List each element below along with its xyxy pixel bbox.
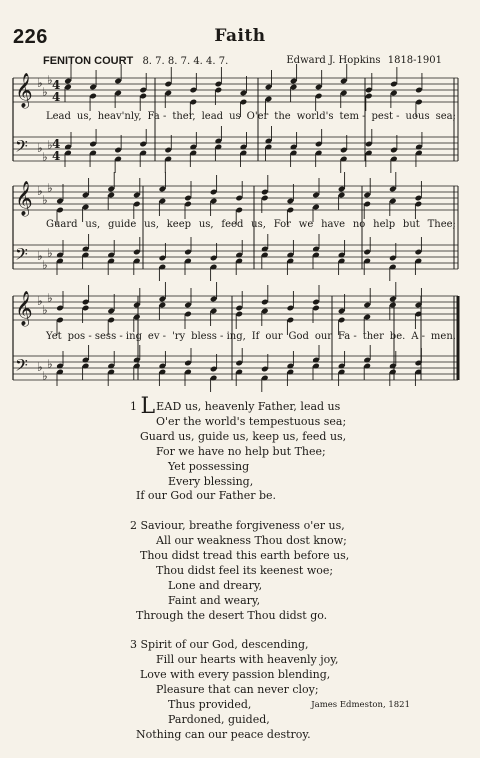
verse — [130, 519, 430, 623]
flat-icon: ♭ — [37, 141, 43, 155]
time-signature: 4 — [52, 149, 61, 163]
lyric-syllable: pest - — [371, 111, 400, 122]
flat-icon: ♭ — [42, 85, 48, 99]
lyric-syllable: A - — [411, 331, 425, 342]
verse-line — [130, 394, 430, 419]
lyric-syllable: For — [273, 219, 291, 230]
verse-line: Thou didst tread this earth before us, — [140, 549, 350, 563]
lyric-syllable: the — [274, 111, 291, 122]
flat-icon: ♭ — [47, 357, 53, 371]
lyric-syllable: Fa - — [338, 331, 357, 342]
lyric-syllable: pos - sess - ing — [67, 331, 142, 342]
verse-line: Faint and weary, — [168, 593, 261, 607]
verse-number: 3 — [130, 638, 137, 652]
treble-clef-icon: 𝄞 — [15, 181, 33, 216]
lyric-row — [46, 331, 456, 344]
lyric-syllable: If — [251, 331, 260, 342]
lyric-syllable: our — [314, 331, 333, 342]
lyric-syllable: but — [402, 219, 420, 230]
hymn-number: 226 — [13, 26, 48, 48]
lyric-syllable: us, — [198, 219, 214, 230]
verse-line: Nothing can our peace destroy. — [136, 727, 311, 741]
flat-icon: ♭ — [37, 360, 43, 374]
verse-line: Thus provided, — [168, 698, 252, 712]
flat-icon: ♭ — [37, 76, 43, 90]
bass-clef-icon: 𝄢 — [15, 355, 28, 379]
verse — [130, 638, 430, 742]
lyric-syllable: Lead — [46, 111, 71, 122]
verse-line-text: Saviour, breathe forgiveness o'er us, — [140, 519, 345, 533]
first-word: EAD — [156, 400, 182, 413]
lyric-syllable: tem - — [339, 111, 366, 122]
verse-line: Fill our hearts with heavenly joy, — [156, 653, 339, 667]
verse-line: Lone and dreary, — [168, 578, 263, 592]
lyric-syllable: feed — [221, 219, 244, 230]
lyric-syllable: 'ry — [171, 331, 186, 342]
lyric-syllable: God — [288, 331, 309, 342]
lyric-syllable: ther, — [172, 111, 196, 122]
flat-icon: ♭ — [47, 246, 53, 260]
lyric-syllable: lead — [201, 111, 224, 122]
flat-icon: ♭ — [47, 291, 53, 305]
flat-icon: ♭ — [42, 193, 48, 207]
lyric-syllable: keep — [166, 219, 192, 230]
verse-number: 2 — [130, 519, 137, 533]
verse-line — [130, 638, 430, 653]
verse-line-text: Spirit of our God, descending, — [140, 638, 309, 652]
lyric-syllable: Yet — [46, 331, 62, 342]
lyric-syllable: us — [229, 111, 241, 122]
lyric-syllable: sea; — [435, 111, 456, 122]
flat-icon: ♭ — [47, 138, 53, 152]
lyric-syllable: Guard — [46, 219, 78, 230]
time-signature: 4 — [52, 78, 61, 92]
flat-icon: ♭ — [42, 303, 48, 317]
lyric-syllable: heav'nly, — [97, 111, 142, 122]
lyric-syllable: Fa - — [147, 111, 167, 122]
verse-line: O'er the world's tempestuous sea; — [156, 414, 347, 428]
lyric-syllable: men. — [430, 331, 456, 342]
meter: 8. 7. 8. 7. 4. 4. 7. — [142, 56, 229, 67]
verse-line: Pardoned, guided, — [168, 713, 270, 726]
lyric-syllable: ther — [362, 331, 384, 342]
verse-line: Love with every passion blending, — [140, 668, 331, 682]
flat-icon: ♭ — [37, 294, 43, 308]
flat-icon: ♭ — [37, 249, 43, 263]
flat-icon: ♭ — [47, 73, 53, 87]
verse-line: Pleasure that can never cloy; — [156, 683, 319, 697]
verse-line: If our God our Father be. — [136, 489, 277, 503]
bass-clef-icon: 𝄢 — [15, 136, 28, 160]
verse-line: Yet possessing — [168, 459, 250, 473]
verse-line: Through the desert Thou didst go. — [136, 608, 328, 622]
hymn-title: Faith — [214, 26, 266, 46]
lyric-syllable: have — [321, 219, 346, 230]
verse-line: All our weakness Thou dost know; — [156, 534, 347, 548]
verse — [130, 394, 430, 504]
verse-line: For we have no help but Thee; — [156, 444, 326, 458]
lyric-syllable: be. — [389, 331, 406, 342]
verse-line: Guard us, guide us, keep us, feed us, — [140, 429, 347, 443]
lyric-syllable: no — [352, 219, 366, 230]
attribution: James Edmeston, 1821 — [311, 700, 410, 710]
bass-clef-icon: 𝄢 — [15, 244, 28, 268]
lyric-syllable: we — [298, 219, 314, 230]
composer-name: Edward J. Hopkins — [286, 55, 381, 66]
flat-icon: ♭ — [42, 150, 48, 164]
flat-icon: ♭ — [47, 181, 53, 195]
lyric-syllable: uous — [405, 111, 430, 122]
tune-name: FENITON COURT — [43, 55, 134, 67]
lyric-syllable: us, — [85, 219, 101, 230]
treble-clef-icon: 𝄞 — [15, 73, 33, 108]
verse-line — [130, 519, 430, 534]
lyric-syllable: O'er — [246, 111, 269, 122]
lyric-row — [46, 219, 456, 232]
verse-line: Thou didst feel its keenest woe; — [156, 563, 334, 577]
flat-icon: ♭ — [42, 258, 48, 272]
lyric-syllable: ev - — [147, 331, 167, 342]
lyric-syllable: our — [265, 331, 283, 342]
verse-number: 1 — [130, 400, 137, 413]
flat-icon: ♭ — [42, 369, 48, 383]
lyric-syllable: bless - ing, — [191, 331, 246, 342]
lyric-row — [46, 111, 456, 124]
lyric-syllable: us, — [76, 111, 92, 122]
lyric-syllable: guide — [107, 219, 137, 230]
lyric-syllable: world's — [296, 111, 334, 122]
verse-line: Every blessing, — [168, 474, 254, 488]
flat-icon: ♭ — [37, 184, 43, 198]
verse-line-text: us, heavenly Father, lead us — [185, 400, 341, 413]
lyric-syllable: Thee; — [427, 219, 456, 230]
lyric-syllable: help — [373, 219, 396, 230]
time-signature: 4 — [52, 90, 61, 104]
drop-cap: L — [140, 394, 156, 419]
lyric-syllable: us, — [144, 219, 159, 230]
composer-dates: 1818-1901 — [387, 55, 442, 66]
treble-clef-icon: 𝄞 — [15, 291, 33, 326]
time-signature: 4 — [52, 137, 61, 151]
lyric-syllable: us, — [251, 219, 266, 230]
